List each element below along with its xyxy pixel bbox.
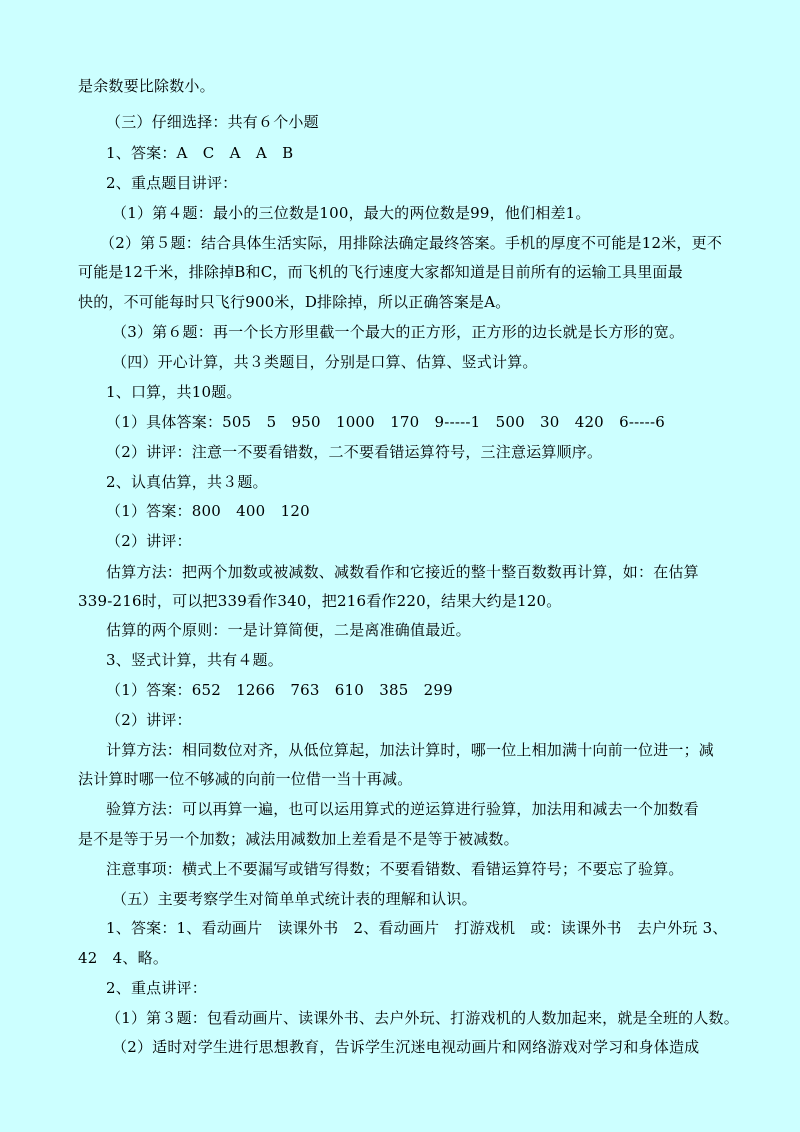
text-line: 1、口算，共10题。 — [106, 383, 242, 401]
section-heading: （五）主要考察学生对简单单式统计表的理解和认识。 — [112, 890, 477, 908]
section-heading: （三）仔细选择：共有６个小题 — [106, 113, 319, 131]
text-line: 339-216时，可以把339看作340，把216看作220，结果大约是120。 — [78, 592, 562, 610]
text-line: （2）讲评： — [106, 711, 192, 729]
text-line: 42 4、略。 — [78, 949, 169, 967]
text-line: 估算的两个原则：一是计算简便，二是离准确值最近。 — [106, 621, 471, 639]
text-line: 估算方法：把两个加数或被减数、减数看作和它接近的整十整百数数再计算，如：在估算 — [106, 563, 699, 581]
text-line: （1）第３题：包看动画片、读课外书、去户外玩、打游戏机的人数加起来，就是全班的人数。 — [106, 1009, 739, 1027]
text-line: 2、重点讲评： — [106, 979, 207, 997]
text-line: （2）讲评：注意一不要看错数，二不要看错运算符号，三注意运算顺序。 — [106, 443, 603, 461]
text-line: （1）答案：652 1266 763 610 385 299 — [106, 681, 453, 699]
text-line: 是余数要比除数小。 — [78, 77, 215, 95]
text-line: 2、认真估算，共３题。 — [106, 473, 268, 491]
text-line: 3、竖式计算，共有４题。 — [106, 651, 283, 669]
text-line: 1、答案：1、看动画片 读课外书 2、看动画片 打游戏机 或：读课外书 去户外玩 3、 — [106, 919, 728, 937]
text-line: 可能是12千米，排除掉B和C，而飞机的飞行速度大家都知道是目前所有的运输工具里面最 — [78, 263, 683, 281]
text-line: （2）第５题：结合具体生活实际，用排除法确定最终答案。手机的厚度不可能是12米，更不 — [100, 234, 723, 252]
text-line: （1）具体答案：505 5 950 1000 170 9-----1 500 30 420 6-----6 — [106, 413, 665, 431]
text-line: 快的，不可能每时只飞行900米，D排除掉，所以正确答案是A。 — [78, 293, 511, 311]
text-line: 注意事项：横式上不要漏写或错写得数；不要看错数、看错运算符号；不要忘了验算。 — [106, 860, 684, 878]
text-line: 验算方法：可以再算一遍，也可以运用算式的逆运算进行验算，加法用和减去一个加数看 — [106, 800, 699, 818]
text-line: （2）讲评： — [106, 532, 192, 550]
text-line: 法计算时哪一位不够减的向前一位借一当十再减。 — [78, 770, 413, 788]
text-line: 计算方法：相同数位对齐，从低位算起，加法计算时，哪一位上相加满十向前一位进一；减 — [106, 741, 715, 759]
text-line: （2）适时对学生进行思想教育，告诉学生沉迷电视动画片和网络游戏对学习和身体造成 — [112, 1038, 700, 1056]
text-line: 是不是等于另一个加数；减法用减数加上差看是不是等于被减数。 — [78, 830, 519, 848]
text-line: （1）答案：800 400 120 — [106, 502, 310, 520]
section-heading: （四）开心计算，共３类题目，分别是口算、估算、竖式计算。 — [112, 353, 538, 371]
text-line: 2、重点题目讲评： — [106, 174, 238, 192]
text-line: 1、答案：A C A A B — [106, 144, 294, 162]
text-line: （3）第６题：再一个长方形里截一个最大的正方形，正方形的边长就是长方形的宽。 — [112, 323, 685, 341]
text-line: （1）第４题：最小的三位数是100，最大的两位数是99，他们相差1。 — [112, 204, 591, 222]
